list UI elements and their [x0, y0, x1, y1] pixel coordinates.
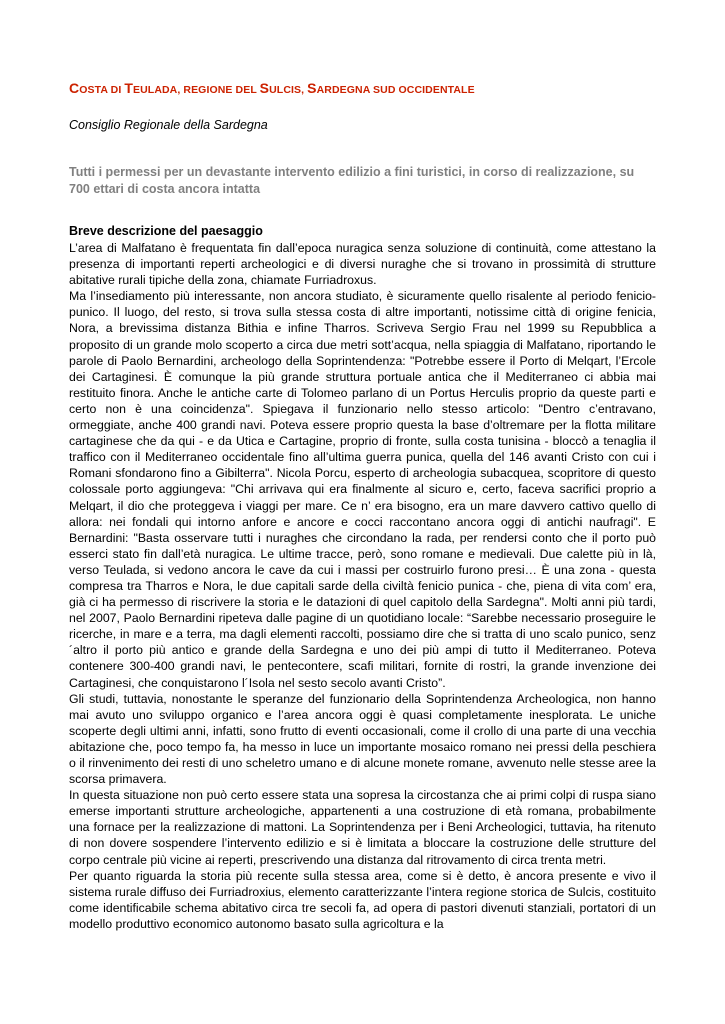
document-title — [69, 80, 475, 96]
title-rest: ARDEGNA SUD OCCIDENTALE — [316, 84, 475, 96]
paragraph: In questa situazione non può certo essere stata una sopresa la circostanza che ai primi colpi di ruspa siano emerse importanti strutture archeologiche, appartenenti a una costruzione di età romana, probabilmente una fornace per la realizzazione di mattoni. La Soprintendenza per i Beni Archeologici, tuttavia, ha ritenuto di non dovere sospendere l’intervento edilizio e si è limitata a bloccare la costruzione delle strutture del corpo centrale più vicine ai reperti, prescrivendo una distanza dal ritrovamento di circa trenta metri. — [69, 788, 656, 867]
section-heading: Breve descrizione del paesaggio — [69, 224, 263, 238]
paragraph: Gli studi, tuttavia, nonostante le speranze del funzionario della Soprintendenza Archeologica, non hanno mai avuto uno sviluppo organico e l’area ancora oggi è quasi completamente inesplorata. Le uniche scoperte degli ultimi anni, infatti, sono frutto di eventi occasionali, come il crollo di una parte di una vecchia abitazione che, poco tempo fa, ha messo in luce un importante mosaico romano nei pressi della peschiera o il rinvenimento dei resti di uno scheletro umano e di alcune monete romane, avvenuto nelle stesse aree la scorsa primavera. — [69, 691, 656, 787]
title-cap: T — [124, 80, 134, 96]
paragraph: Ma l’insediamento più interessante, non ancora studiato, è sicuramente quello risalente al periodo fenicio-punico. Il luogo, del resto, si trova sulla stessa costa di altre importanti, notissime città di origine fenicia, Nora, a brevissima distanza Bithia e infine Tharros. Scriveva Sergio Frau nel 1999 su Repubblica a proposito di un grande molo scoperto a circa due metri sott’acqua, nella spiaggia di Malfatano, riportando le parole di Paolo Bernardini, archeologo della Soprintendenza: "Potrebbe essere il Porto di Melqart, l’Ercole dei Cartaginesi. È comunque la più grande struttura portuale antica che il Mediterraneo ci abbia mai restituito finora. Anche le antiche carte di Tolomeo parlano di un Portus Herculis proprio da queste parti e certo non è una coincidenza". Spiegava il funzionario nello stesso articolo: "Dentro c’entravano, ormeggiate, anche 400 grandi navi. Poteva essere proprio questa la base d’oltremare per la flotta militare cartaginese che da qui - e da Utica e Cartagine, proprio di fronte, sulla costa tunisina - bloccò a tenaglia il traffico con il Mediterraneo occidentale fino all’ultima guerra punica, quella del 146 avanti Cristo con cui i Romani sfondarono fino a Gibilterra". Nicola Porcu, esperto di archeologia subacquea, scopritore di questo colossale porto aggiungeva: "Chi arrivava qui era finalmente al sicuro e, certo, faceva sacrifici proprio a Melqart, il dio che proteggeva i viaggi per mare. Ce n’ era bisogno, era un mare davvero cattivo quello di allora: nei fondali qui intorno anfore e ancore e cocci raccontano ancora oggi di antichi naufragi". E Bernardini: "Basta osservare tutti i nuraghes che circondano la rada, per rendersi conto che il porto può esserci stato fin dall’età nuragica. Le ultime tracce, però, sono romane e medievali. Due calette più in là, verso Teulada, si vedono ancora le cave da cui i massi per costruirlo furono presi… È una zona - questa compresa tra Tharros e Nora, le due capitali sarde della civiltà fenicio punica - che, piena di vita com’ era, già ci ha permesso di riscrivere la storia e le datazioni di quel capitolo della Sardegna". Molti anni più tardi, nel 2007, Paolo Bernardini ripeteva dalle pagine di un quotidiano locale: “Sarebbe necessario proseguire le ricerche, in mare e a terra, ma dagli elementi raccolti, possiamo dire che si tratta di uno scalo punico, senz´altro il porto più antico e grande della Sardegna e uno dei più ampi di tutto il Mediterraneo. Poteva contenere 300-400 grandi navi, le pentecontere, scafi militari, fornite di rostri, la grande invenzione dei Cartaginesi, che conquistarono l´Isola nel sesto secolo avanti Cristo”. — [69, 289, 656, 690]
title-rest: OSTA DI — [79, 84, 125, 96]
title-cap: S — [307, 80, 317, 96]
title-cap: C — [69, 80, 80, 96]
document-author: Consiglio Regionale della Sardegna — [69, 118, 268, 132]
paragraph: Per quanto riguarda la storia più recente sulla stessa area, come si è detto, è ancora presente e vivo il sistema rurale diffuso dei Furriadroxius, elemento caratterizzante l’intera regione storica de Sulcis, costituito come identificabile schema abitativo circa tre secoli fa, ad opera di pastori divenuti stanziali, portatori di un modello produttivo economico autonomo basato sulla agricoltura e la — [69, 868, 656, 931]
document-body — [69, 240, 656, 932]
paragraph: L’area di Malfatano è frequentata fin dall’epoca nuragica senza soluzione di continuità, come attestano la presenza di importanti reperti archeologici e di diversi nuraghe che si trovano in prossimità di strutture abitative rurali tipiche della zona, chiamate Furriadroxus. — [69, 241, 656, 288]
document-lead: Tutti i permessi per un devastante intervento edilizio a fini turistici, in corso di realizzazione, su 700 ettari di costa ancora intatta — [69, 165, 635, 196]
title-rest: ULCIS, — [269, 84, 308, 96]
title-rest: EULADA, REGIONE DEL — [133, 84, 260, 96]
title-cap: S — [259, 80, 270, 96]
